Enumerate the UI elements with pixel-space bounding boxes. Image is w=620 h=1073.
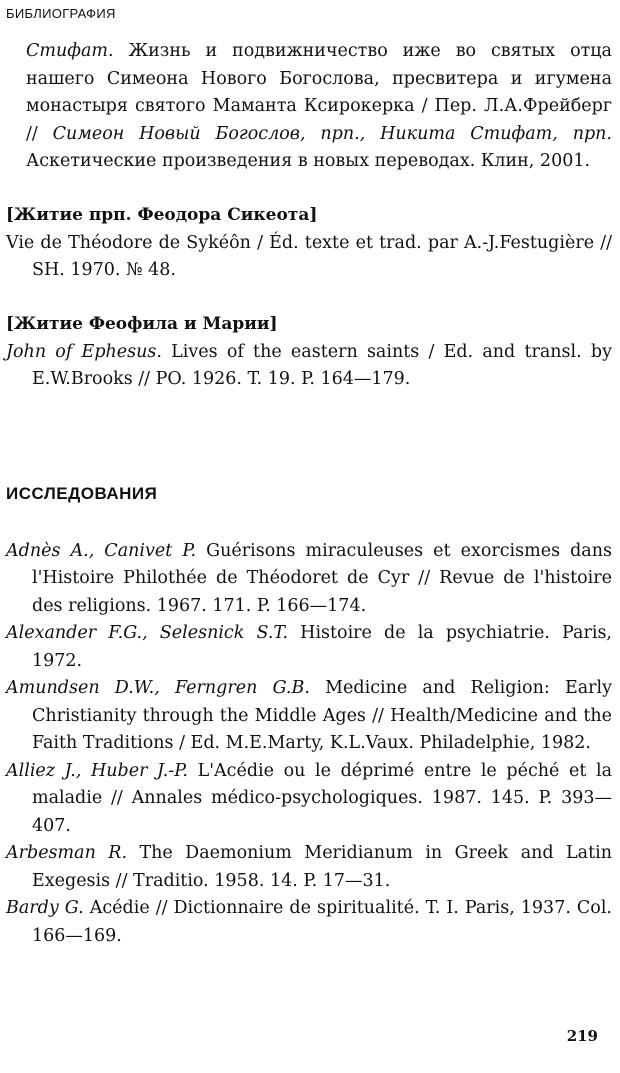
bibliography-entry: [6, 620, 612, 675]
bibliography-entry: [6, 230, 612, 285]
entry-author: John of Ephesus.: [6, 341, 162, 362]
entry-text: Guérisons miraculeuses et exorcismes dans l'Histoire Philothée de Théodoret de Cyr // Revue de l'histoire des religions. 1967. 171. P. 166—174.: [32, 540, 612, 616]
entry-author: Adnès A., Canivet P.: [6, 540, 197, 561]
entry-author: Alliez J., Huber J.-P.: [6, 760, 188, 781]
source-heading: [Житие Феофила и Марии]: [6, 313, 278, 334]
section-title: ИССЛЕДОВАНИЯ: [6, 483, 158, 503]
bibliography-entry: [6, 675, 612, 758]
entry-text: Vie de Théodore de Sykéôn / Éd. texte et trad. par A.-J.Festugière // SH. 1970. № 48.: [6, 232, 612, 280]
entry-italic-text: Симеон Новый Богослов, прп., Никита Стифат, прп.: [52, 123, 612, 144]
entry-author: Bardy G.: [6, 898, 84, 918]
source-heading: [Житие прп. Феодора Сикеота]: [6, 204, 318, 225]
entry-text: Lives of the eastern saints / Ed. and transl. by E.W.Brooks // PO. 1926. T. 19. P. 164—179.: [32, 341, 612, 389]
bibliography-entry: [6, 758, 612, 841]
entry-author: Amundsen D.W., Ferngren G.B.: [6, 678, 310, 698]
entry-text: The Daemonium Meridianum in Greek and Latin Exegesis // Traditio. 1958. 14. P. 17—31.: [32, 843, 612, 891]
page-number: 219: [566, 1027, 598, 1045]
bibliography-entry: [6, 339, 612, 394]
entry-text: Medicine and Religion: Early Christianity through the Middle Ages // Health/Medicine and the Faith Traditions / Ed. M.E.Marty, K.L.Vaux. Philadelphie, 1982.: [32, 678, 613, 753]
bibliography-page: [6, 38, 612, 950]
bibliography-entry: [6, 840, 612, 895]
entry-text: Histoire de la psychiatrie. Paris, 1972.: [32, 623, 612, 671]
entry-text: Acédie // Dictionnaire de spiritualité. T. I. Paris, 1937. Col. 166—169.: [32, 898, 612, 946]
entry-author: Стифат.: [26, 41, 114, 61]
entry-text: L'Acédie ou le déprimé entre le péché et la maladie // Annales médico-psychologiques. 1987. 145. P. 393—407.: [32, 760, 613, 836]
entry-author: Arbesman R.: [6, 843, 128, 863]
bibliography-entry: [6, 538, 612, 621]
entry-text: Аскетические произведения в новых переводах. Клин, 2001.: [26, 151, 591, 171]
entry-author: Alexander F.G., Selesnick S.T.: [6, 623, 289, 643]
running-head: БИБЛИОГРАФИЯ: [6, 6, 116, 21]
bibliography-entry: [6, 38, 612, 176]
entry-text: Жизнь и подвижничество иже во святых отца нашего Симеона Нового Богослова, пресвитера и игумена монастыря святого Маманта Ксирокерка / Пер. Л.А.Фрейберг //: [26, 41, 612, 144]
bibliography-entry: [6, 895, 612, 950]
